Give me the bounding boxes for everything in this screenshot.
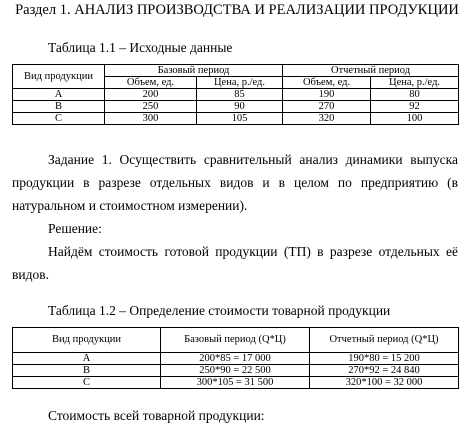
cell-product: С <box>13 113 105 125</box>
header-product: Вид продукции <box>13 65 105 89</box>
table-row <box>13 113 459 125</box>
header-report-period: Отчетный период <box>283 65 459 77</box>
solution-label <box>12 217 458 240</box>
header-base-volume: Объем, ед. <box>105 77 197 89</box>
table2-caption: Таблица 1.2 – Определение стоимости товарной продукции <box>48 303 391 318</box>
cell-product: А <box>13 89 105 101</box>
header-base-period: Базовый период (Q*Ц) <box>161 328 310 353</box>
header-base-price: Цена, р./ед. <box>197 77 283 89</box>
cell-product: А <box>13 353 161 365</box>
cell-product: В <box>13 365 161 377</box>
cell-report-value: 270*92 = 24 840 <box>310 365 459 377</box>
cell-report-price: 80 <box>371 89 459 101</box>
table-row <box>13 89 459 101</box>
cell-report-volume: 320 <box>283 113 371 125</box>
cell-report-value: 320*100 = 32 000 <box>310 377 459 389</box>
cell-base-value: 300*105 = 31 500 <box>161 377 310 389</box>
task-paragraph <box>12 148 458 217</box>
task-line: Задание 1. Осуществить сравнительный анализ динамики выпуска <box>48 152 458 167</box>
header-product: Вид продукции <box>13 328 161 353</box>
task-line: натуральном и стоимостном измерении). <box>12 198 248 213</box>
cell-base-volume: 250 <box>105 101 197 113</box>
cell-product: С <box>13 377 161 389</box>
table1-caption: Таблица 1.1 – Исходные данные <box>48 40 233 55</box>
cell-base-volume: 200 <box>105 89 197 101</box>
header-report-volume: Объем, ед. <box>283 77 371 89</box>
cell-report-price: 92 <box>371 101 459 113</box>
cell-base-price: 90 <box>197 101 283 113</box>
cell-base-value: 200*85 = 17 000 <box>161 353 310 365</box>
cell-base-price: 105 <box>197 113 283 125</box>
table-row <box>13 365 459 377</box>
cell-report-volume: 190 <box>283 89 371 101</box>
cell-base-volume: 300 <box>105 113 197 125</box>
cell-report-price: 100 <box>371 113 459 125</box>
solution-paragraph <box>12 240 458 286</box>
footer-text: Стоимость всей товарной продукции: <box>48 408 265 423</box>
header-report-period: Отчетный период (Q*Ц) <box>310 328 459 353</box>
cell-report-volume: 270 <box>283 101 371 113</box>
cell-report-value: 190*80 = 15 200 <box>310 353 459 365</box>
header-base-period: Базовый период <box>105 65 283 77</box>
cell-base-price: 85 <box>197 89 283 101</box>
section-heading: Раздел 1. АНАЛИЗ ПРОИЗВОДСТВА И РЕАЛИЗАЦИИ ПРОДУКЦИИ <box>15 2 459 18</box>
cell-product: В <box>13 101 105 113</box>
solution-line: Найдём стоимость готовой продукции (ТП) в разрезе отдельных её <box>48 244 458 259</box>
table-row <box>13 377 459 389</box>
solution-label-text: Решение: <box>48 221 102 236</box>
header-report-price: Цена, р./ед. <box>371 77 459 89</box>
initial-data-table <box>12 64 459 125</box>
table-row <box>13 353 459 365</box>
table-row <box>13 101 459 113</box>
solution-line: видов. <box>12 267 49 282</box>
cell-base-value: 250*90 = 22 500 <box>161 365 310 377</box>
product-value-table <box>12 327 459 389</box>
task-line: продукции в разрезе отдельных видов и в целом по предприятию (в <box>12 175 458 190</box>
